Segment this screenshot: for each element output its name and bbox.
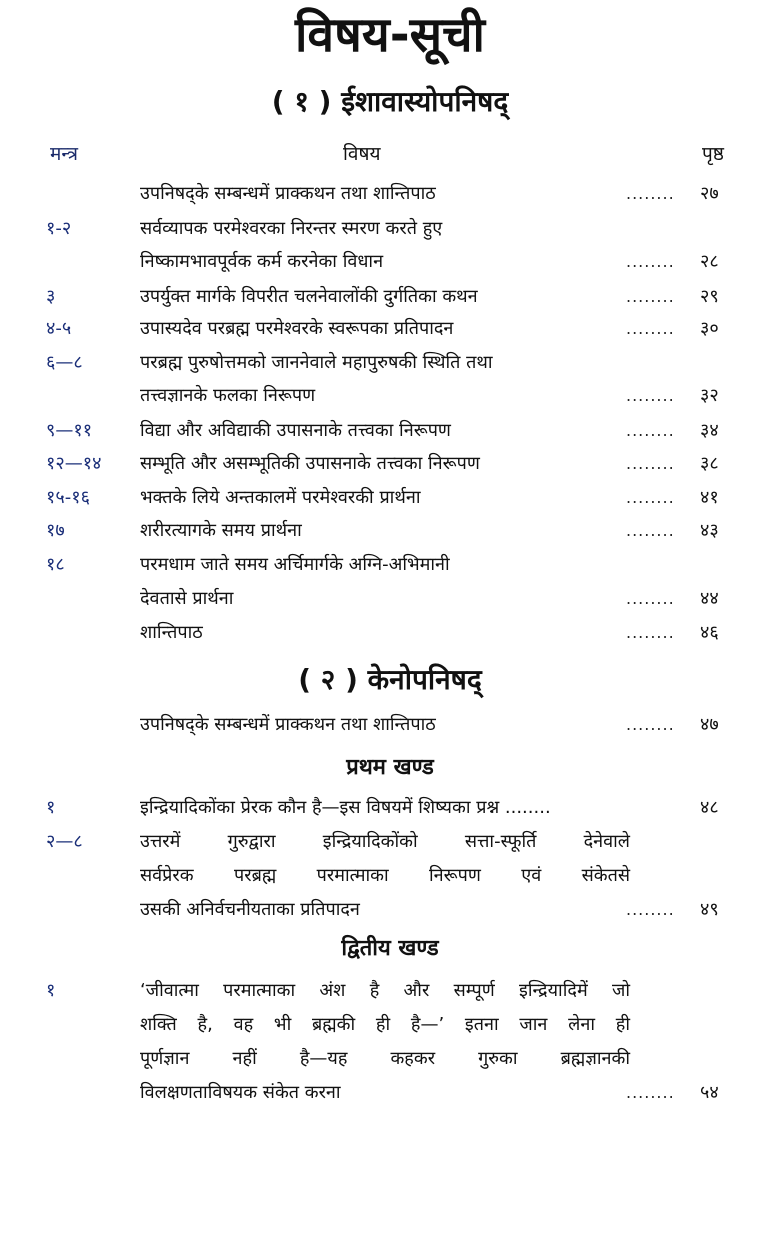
mantra-number: २—८ [46,831,83,852]
column-header-subject: विषय [343,143,381,165]
column-header-page: पृष्ठ [702,143,724,165]
leader-dots: ........ [626,421,675,440]
page-number: ३२ [700,385,719,406]
subject-line: उपनिषद्के सम्बन्धमें प्राक्कथन तथा शान्तिपाठ [140,183,436,204]
mantra-number: १२—१४ [46,453,102,474]
leader-dots: ........ [626,184,675,203]
subject-line: परमधाम जाते समय अर्चिमार्गके अग्नि-अभिमानी [140,554,450,575]
subject-line: सर्वव्यापक परमेश्वरका निरन्तर स्मरण करते हुए [140,218,443,239]
mantra-number: ९—११ [46,420,93,441]
section-heading-kena: ( २ ) केनोपनिषद् [298,663,482,696]
subject-line: परब्रह्म पुरुषोत्तमको जाननेवाले महापुरुषकी स्थिति तथा [140,352,493,373]
subject-line: पूर्णज्ञान नहीं है—यह कहकर गुरुका ब्रह्मज्ञानकी [140,1048,630,1069]
subject-line: शरीरत्यागके समय प्रार्थना [140,520,302,541]
subject-line: ‘जीवात्मा परमात्माका अंश है और सम्पूर्ण इन्द्रियादिमें जो [140,980,630,1001]
mantra-number: ३ [46,286,56,307]
subject-line: शक्ति है, वह भी ब्रह्मकी ही है—’ इतना जान लेना ही [140,1014,630,1035]
mantra-number: १८ [46,554,65,575]
subject-line: उसकी अनिर्वचनीयताका प्रतिपादन [140,899,360,920]
column-header-mantra: मन्त्र [50,143,79,165]
subject-line: उपनिषद्के सम्बन्धमें प्राक्कथन तथा शान्तिपाठ [140,714,436,735]
leader-dots: ........ [626,715,675,734]
subject-line: तत्त्वज्ञानके फलका निरूपण [140,385,316,406]
page-number: ४९ [700,899,719,920]
mantra-number: १७ [46,520,65,541]
page-number: २७ [700,183,719,204]
mantra-number: ६—८ [46,352,83,373]
subheading-first-khand: प्रथम खण्ड [346,755,434,780]
page-number: ३८ [700,453,719,474]
leader-dots: ........ [626,900,675,919]
page-number: ४१ [700,487,719,508]
page-number: ४६ [700,622,719,643]
page-number: ४८ [700,797,719,818]
leader-dots: ........ [626,589,675,608]
mantra-number: १ [46,797,56,818]
page-number: ४७ [700,714,719,735]
page-number: ३० [700,318,719,339]
leader-dots: ........ [626,488,675,507]
subject-line: सर्वप्रेरक परब्रह्म परमात्माका निरूपण एवं संकेतसे [140,865,630,886]
leader-dots: ........ [626,623,675,642]
subject-line: विलक्षणताविषयक संकेत करना [140,1082,341,1103]
subject-line: उत्तरमें गुरुद्वारा इन्द्रियादिकोंको सत्ता-स्फूर्ति देनेवाले [140,831,630,852]
section-heading-ishavasya: ( १ ) ईशावास्योपनिषद् [271,85,509,118]
subject-line: शान्तिपाठ [140,622,203,643]
leader-dots: ........ [626,386,675,405]
subject-line: उपास्यदेव परब्रह्म परमेश्वरके स्वरूपका प्रतिपादन [140,318,454,339]
page-number: ४३ [700,520,719,541]
subject-line: विद्या और अविद्याकी उपासनाके तत्त्वका निरूपण [140,420,451,441]
page-number: २९ [700,286,719,307]
mantra-number: ४-५ [46,318,72,339]
page-number: ४४ [700,588,719,609]
page-number: ५४ [700,1082,719,1103]
page-title: विषय-सूची [295,7,485,63]
leader-dots: ........ [626,319,675,338]
leader-dots: ........ [626,1083,675,1102]
leader-dots: ........ [626,287,675,306]
page-number: ३४ [700,420,719,441]
subject-line: सम्भूति और असम्भूतिकी उपासनाके तत्त्वका निरूपण [140,453,480,474]
leader-dots: ........ [626,521,675,540]
mantra-number: १-२ [46,218,72,239]
page-number: २८ [700,251,719,272]
subject-line: भक्तके लिये अन्तकालमें परमेश्वरकी प्रार्थना [140,487,421,508]
leader-dots: ........ [626,454,675,473]
subheading-second-khand: द्वितीय खण्ड [341,936,439,961]
mantra-number: १५-१६ [46,487,90,508]
subject-line: इन्द्रियादिकोंका प्रेरक कौन है—इस विषयमें शिष्यका प्रश्न ........ [140,797,551,818]
leader-dots: ........ [626,252,675,271]
mantra-number: १ [46,980,56,1001]
subject-line: उपर्युक्त मार्गके विपरीत चलनेवालोंकी दुर्गतिका कथन [140,286,478,307]
subject-line: देवतासे प्रार्थना [140,588,234,609]
subject-line: निष्कामभावपूर्वक कर्म करनेका विधान [140,251,384,272]
